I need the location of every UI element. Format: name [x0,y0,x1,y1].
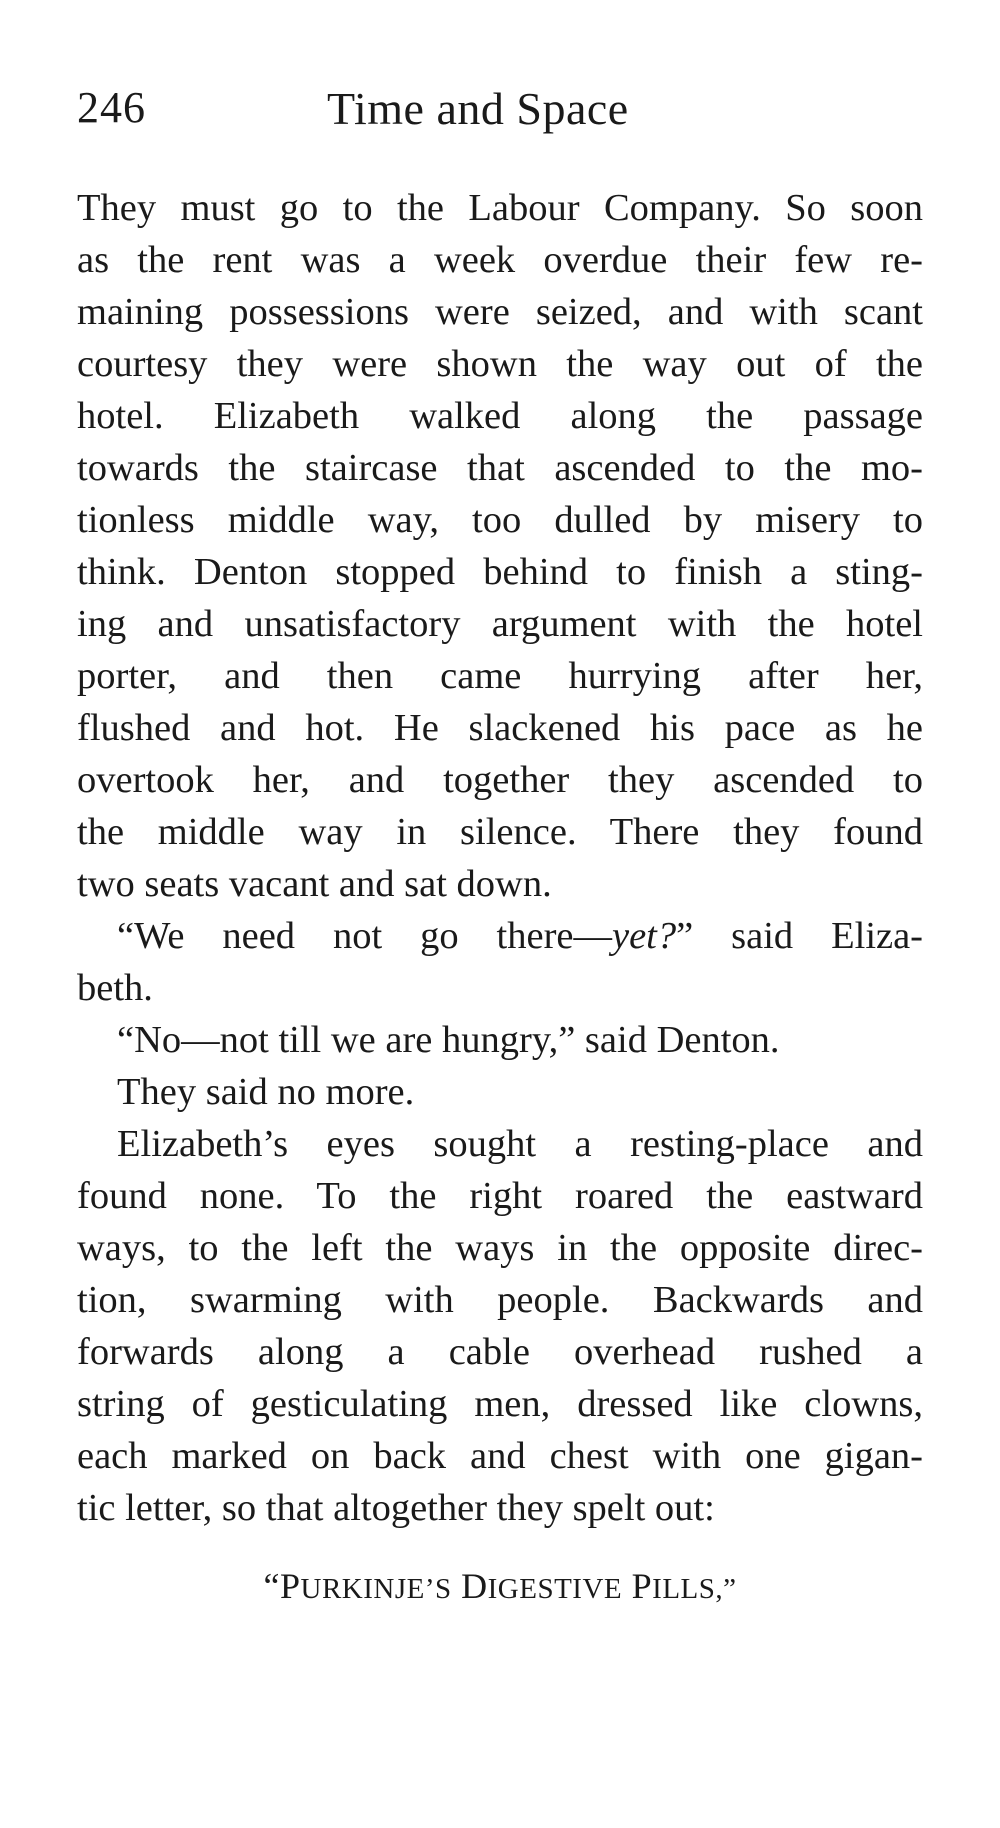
quote-mark: “ [263,1566,280,1606]
signage-text [0,1565,1000,1607]
text-line: ing and unsatisfactory argument with the hotel [77,603,923,645]
text-line: porter, and then came hurrying after her, [77,655,923,697]
text-line: the middle way in silence. There they found [77,811,923,853]
text-line: tionless middle way, too dulled by misery to [77,499,923,541]
page-number: 246 [77,83,146,132]
text-line: forwards along a cable overhead rushed a [77,1331,923,1373]
text-line: ways, to the left the ways in the opposite direc- [77,1227,923,1269]
signage-cap: P [631,1566,653,1606]
paragraph-start-line: Elizabeth’s eyes sought a resting-place and [117,1123,923,1165]
text-line: hotel. Elizabeth walked along the passage [77,395,923,437]
text-line: tic letter, so that altogether they spelt out: [77,1487,715,1529]
text-line: flushed and hot. He slackened his pace as he [77,707,923,749]
text-line: beth. [77,967,153,1009]
signage-smallcaps: URKINJE’S [300,1573,452,1605]
text-line: They must go to the Labour Company. So soon [77,187,923,229]
text-line: towards the staircase that ascended to the mo- [77,447,923,489]
body-text [77,182,923,1534]
text-line: overtook her, and together they ascended to [77,759,923,801]
dialogue-text: “We need not go there— [117,915,612,957]
emphasis-text: yet? [612,915,677,957]
text-line: string of gesticulating men, dressed like clowns, [77,1383,923,1425]
text-line: each marked on back and chest with one gigan- [77,1435,923,1477]
signage-cap: D [461,1566,488,1606]
running-head [77,82,927,152]
dialogue-line [77,910,923,962]
text-line: as the rent was a week overdue their few re- [77,239,923,281]
text-line: maining possessions were seized, and with scant [77,291,923,333]
text-line: tion, swarming with people. Backwards and [77,1279,923,1321]
dialogue-text: ” said Eliza- [676,915,924,957]
text-line: two seats vacant and sat down. [77,863,552,905]
text-line: courtesy they were shown the way out of the [77,343,923,385]
text-line: think. Denton stopped behind to finish a sting- [77,551,923,593]
signage-smallcaps: IGESTIVE [487,1573,623,1605]
text-line: They said no more. [117,1071,415,1113]
text-line: found none. To the right roared the eastward [77,1175,923,1217]
dialogue-line: “No—not till we are hungry,” said Denton. [117,1019,780,1061]
signage-smallcaps: ILLS,” [652,1573,737,1605]
running-title: Time and Space [327,83,629,134]
signage-cap: P [279,1566,301,1606]
